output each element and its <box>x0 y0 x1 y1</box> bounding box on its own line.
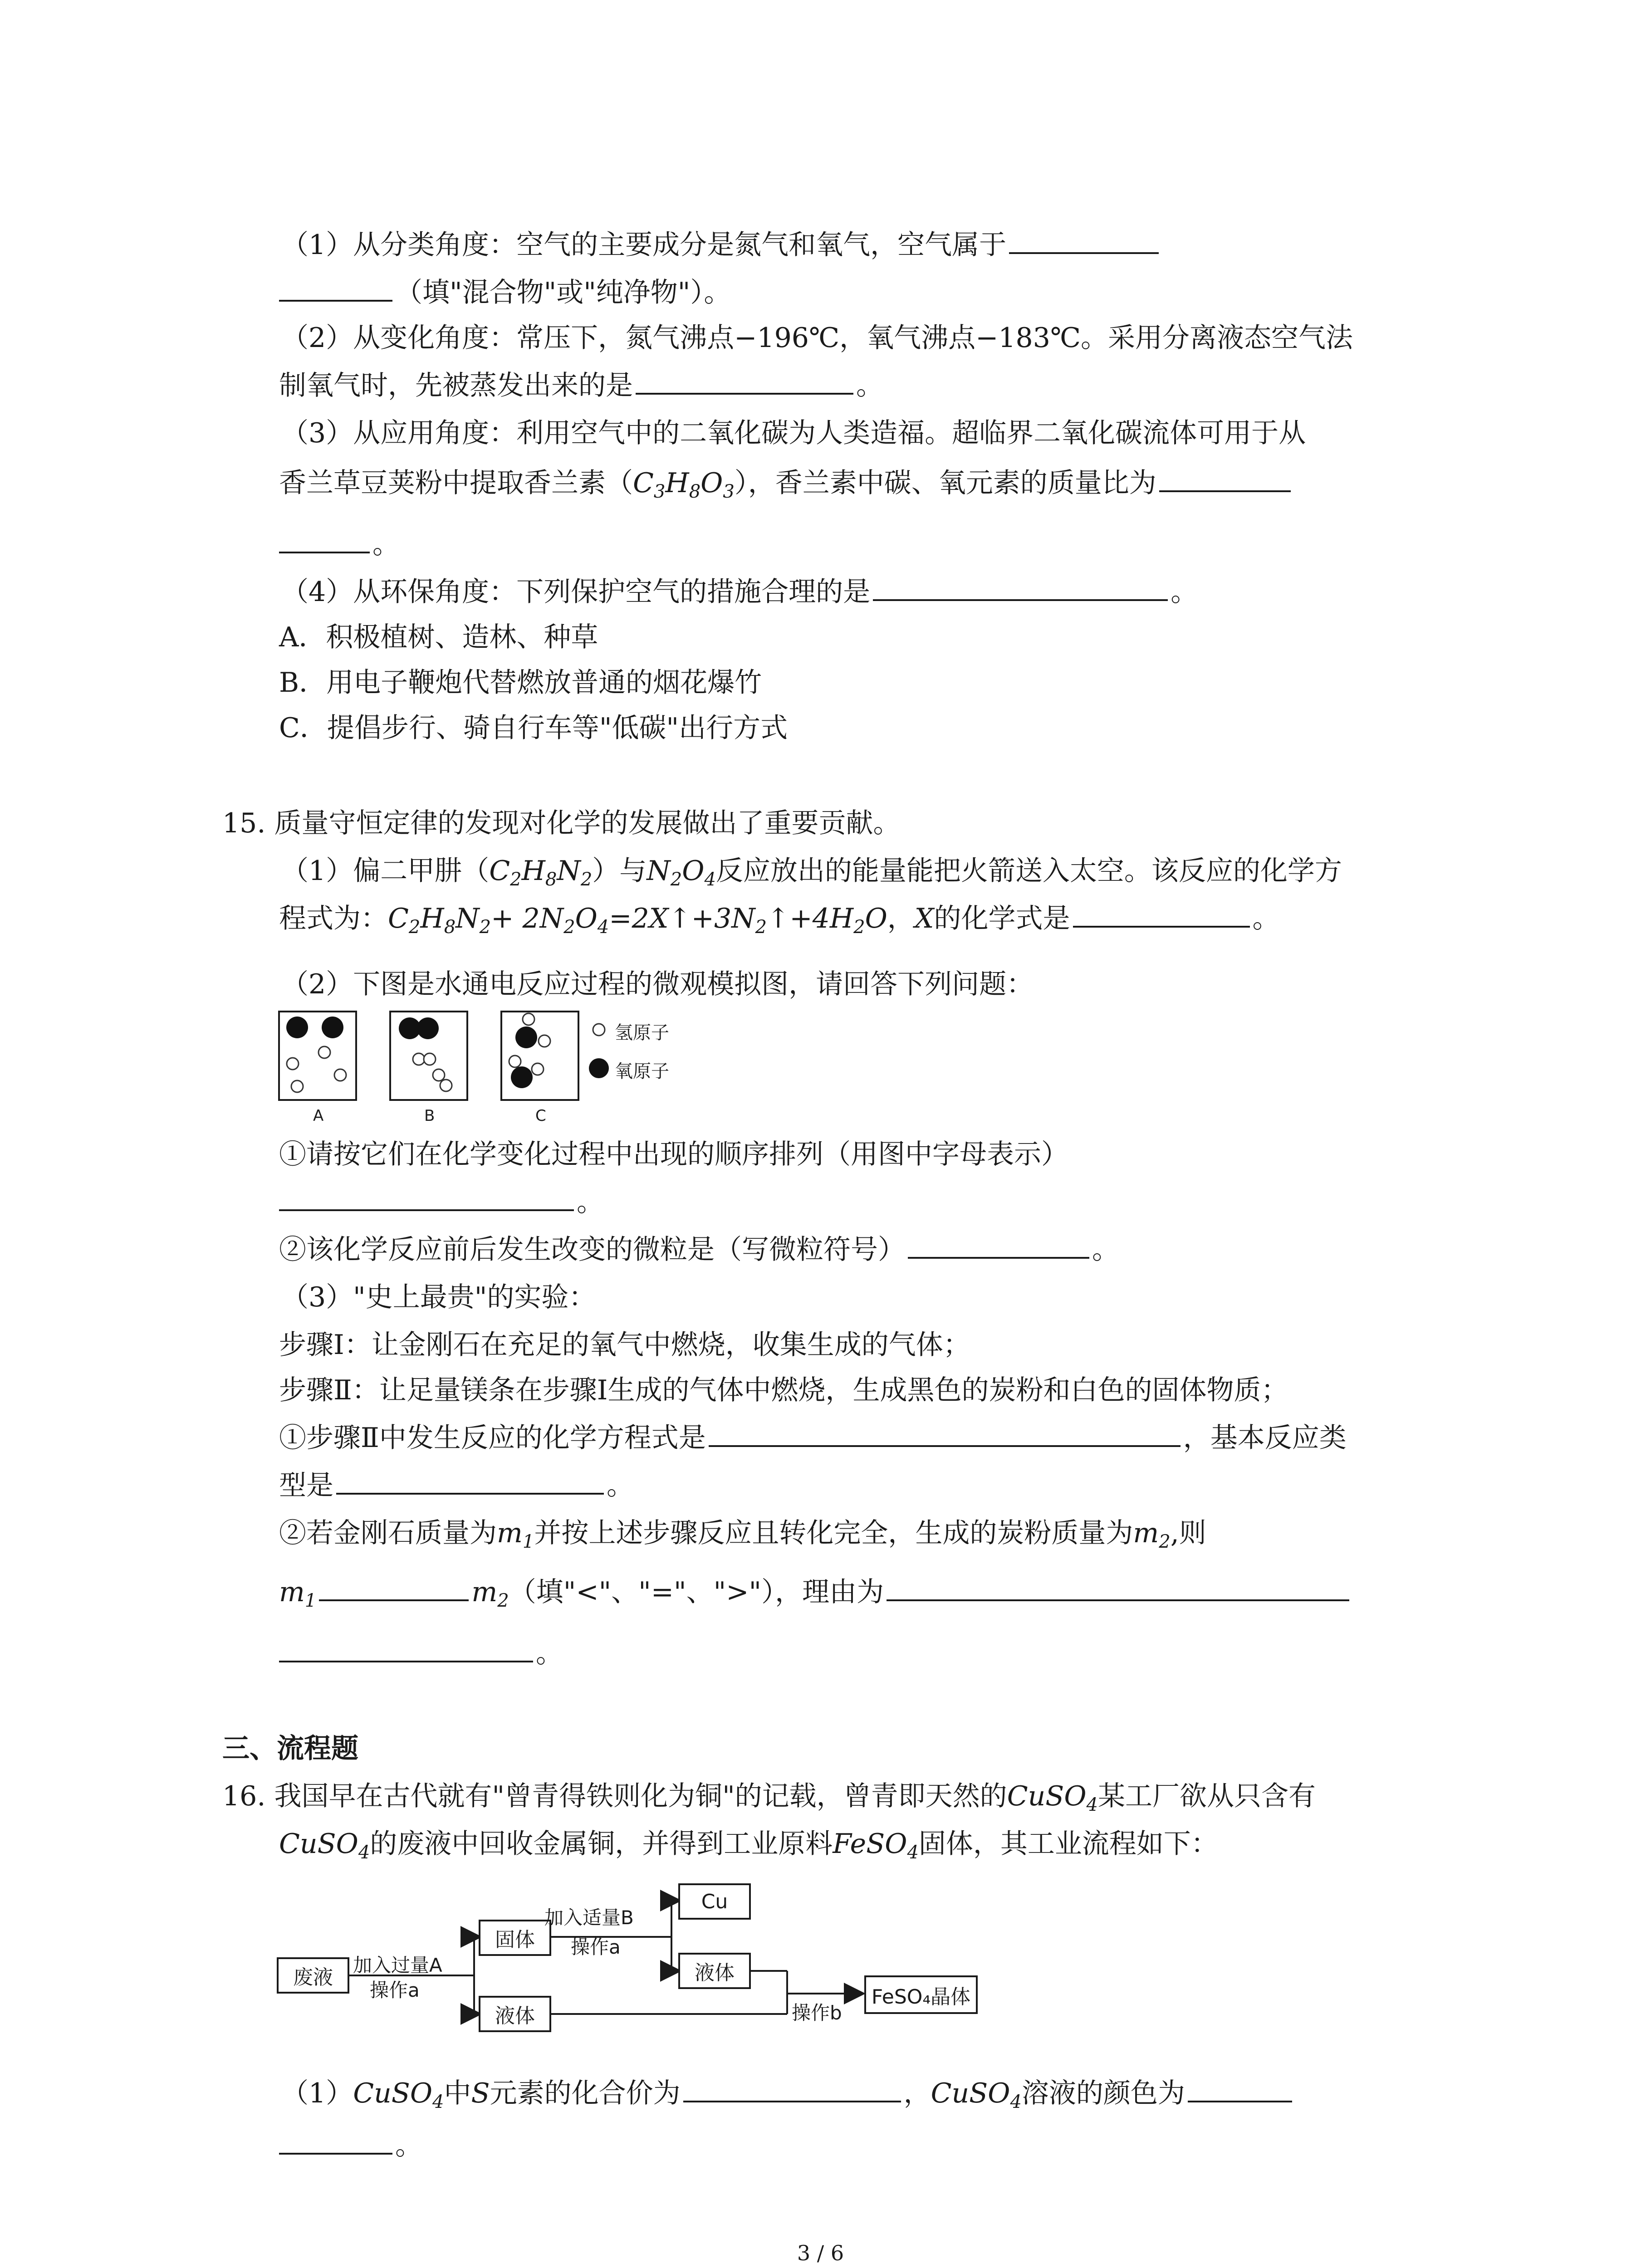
q16-part1-text: （1） <box>281 2077 353 2109</box>
q15-sub3-post: ，基本反应类 <box>1183 1422 1347 1454</box>
legend-hydrogen-label: 氢原子 <box>615 1022 669 1043</box>
q16-part1-mid: 中 <box>444 2077 471 2109</box>
q15-sub1-line2: 。 <box>279 1184 604 1220</box>
q15-sub1-line1: ①请按它们在化学变化过程中出现的顺序排列（用图中字母表示） <box>279 1139 1068 1170</box>
q15-stem: 15. 质量守恒定律的发现对化学的发展做出了重要贡献。 <box>222 807 901 839</box>
q14-part1-line1 <box>281 227 1161 263</box>
answer-blank[interactable] <box>709 1420 1181 1447</box>
vanillin-formula: $C_3H_8O_3$ <box>633 467 735 502</box>
q14-part1-line2 <box>279 274 731 311</box>
q14-part2-text: （2）从变化角度：常压下，氮气沸点−196℃，氧气沸点−183℃。采用分离液态空气法 <box>281 322 1353 354</box>
legend-oxygen-label: 氧原子 <box>615 1061 669 1082</box>
q16-stem-text: 16. 我国早在古代就有"曾青得铁则化为铜"的记载，曾青即天然的 <box>222 1780 1007 1812</box>
hydrogen-atom <box>440 1080 452 1091</box>
flow-op-a2-label: 操作a <box>571 1936 621 1958</box>
hydrogen-atom <box>318 1046 330 1058</box>
q15-sub3-line2: 型是 。 <box>279 1467 634 1504</box>
udmh-formula: $C_2H_8N_2$ <box>489 855 593 890</box>
q14-part3-line3: 。 <box>279 526 400 562</box>
hydrogen-atom <box>334 1069 346 1081</box>
q16-stem-line2 <box>279 1826 1218 1871</box>
q15-sub3-text2: 型是 <box>279 1470 333 1501</box>
q14-part3-text: （3）从应用角度：利用空气中的二氧化碳为人类造福。超临界二氧化碳流体可用于从 <box>281 417 1306 449</box>
answer-blank[interactable] <box>279 526 370 553</box>
q16-part1-mid2: 元素的化合价为 <box>490 2077 681 2109</box>
q14-part1-text: （1）从分类角度：空气的主要成分是氮气和氧气，空气属于 <box>281 229 1007 261</box>
answer-blank[interactable] <box>279 1184 574 1211</box>
q15-part1-post: 反应放出的能量能把火箭送入太空。该反应的化学方 <box>715 855 1342 887</box>
q14-option-a: A．积极植树、造林、种草 <box>279 621 598 653</box>
answer-blank[interactable] <box>336 1467 604 1495</box>
q14-option-b: B．用电子鞭炮代替燃放普通的烟花爆竹 <box>279 667 762 699</box>
hydrogen-atom <box>539 1035 550 1047</box>
cuso4-formula: CuSO$_4$ <box>279 1828 370 1863</box>
answer-blank[interactable] <box>1009 227 1159 254</box>
q14-part2-text2: 制氧气时，先被蒸发出来的是 <box>279 370 633 401</box>
oxygen-atom <box>515 1026 537 1048</box>
box-a-label: A <box>313 1107 324 1125</box>
flow-cu-box: Cu <box>678 1883 751 1920</box>
q16-stem-end: 固体，其工业流程如下： <box>918 1828 1218 1860</box>
flow-liquid1-box: 液体 <box>678 1953 751 1989</box>
flow-add-b-label: 加入适量B <box>544 1906 634 1929</box>
flow-op-b-label: 操作b <box>792 2002 842 2024</box>
answer-blank[interactable] <box>873 574 1168 601</box>
hydrogen-atom <box>532 1063 544 1075</box>
q15-sub3-text: ①步骤Ⅱ中发生反应的化学方程式是 <box>279 1422 706 1454</box>
flow-solid-box: 固体 <box>479 1920 551 1956</box>
q15-step2: 步骤Ⅱ：让足量镁条在步骤Ⅰ生成的气体中燃烧，生成黑色的炭粉和白色的固体物质； <box>279 1374 1288 1406</box>
answer-blank[interactable] <box>908 1232 1089 1259</box>
answer-blank[interactable] <box>1159 465 1291 492</box>
answer-blank[interactable] <box>279 1635 533 1662</box>
q14-part2-line2: 制氧气时，先被蒸发出来的是 。 <box>279 367 883 404</box>
legend-hydrogen-icon <box>593 1024 605 1036</box>
oxygen-atom <box>417 1017 439 1039</box>
cuso4-formula: CuSO$_4$ <box>353 2077 444 2112</box>
q16-part1-post: 溶液的颜色为 <box>1021 2077 1185 2109</box>
q14-part3-line2 <box>279 465 1293 510</box>
flow-add-a-label: 加入过量A <box>353 1954 442 1976</box>
q16-stem-post: 某工厂欲从只含有 <box>1097 1780 1316 1812</box>
q14-part2-line1 <box>281 320 1353 356</box>
q15-part1-text: （1）偏二甲肼（ <box>281 855 490 887</box>
feso4-formula: FeSO$_4$ <box>833 1828 919 1863</box>
q15-sub2-text: ②该化学反应前后发生改变的微粒是（写微粒符号） <box>279 1234 905 1266</box>
cuso4-formula: CuSO$_4$ <box>1007 1780 1098 1815</box>
reaction-equation: $C_2H_8N_2+$ $2N_2O_4=2X↑+3N_2↑+4H_2O$ <box>388 903 887 938</box>
q15-sub4-text: ②若金刚石质量为 <box>279 1517 497 1549</box>
q16-part1-line2: 。 <box>279 2127 422 2164</box>
q16-stem-line1 <box>222 1778 1316 1823</box>
flow-crystal-box: FeSO₄晶体 <box>864 1975 978 2014</box>
q15-part1-text2: 程式为： <box>279 903 388 934</box>
q15-sub4-post: ,则 <box>1170 1517 1206 1549</box>
q15-sub4-text2: （填"<"、"="、">"），理由为 <box>509 1576 884 1608</box>
hydrogen-atom <box>413 1053 425 1065</box>
flow-op-a1-label: 操作a <box>370 1979 420 2001</box>
oxygen-atom <box>286 1017 308 1038</box>
q14-part4-text: （4）从环保角度：下列保护空气的措施合理的是 <box>281 576 871 608</box>
q15-part1-line1 <box>281 853 1342 898</box>
box-c-label: C <box>535 1107 546 1125</box>
answer-blank[interactable] <box>683 2075 901 2102</box>
cuso4-formula: CuSO$_4$ <box>931 2077 1022 2112</box>
hydrogen-atom <box>433 1069 445 1081</box>
q15-part1-text3: 的化学式是 <box>934 903 1070 934</box>
q15-part3-line: （3）"史上最贵"的实验： <box>281 1281 596 1313</box>
q15-sub4-line3: 。 <box>279 1635 563 1672</box>
answer-blank[interactable] <box>887 1574 1349 1601</box>
q15-part1-mid: ）与 <box>592 855 647 887</box>
q14-part4-line: （4）从环保角度：下列保护空气的措施合理的是 。 <box>281 574 1198 610</box>
q16-stem-text2: 的废液中回收金属铜，并得到工业原料 <box>370 1828 833 1860</box>
q15-sub4-mid: 并按上述步骤反应且转化完全，生成的炭粉质量为 <box>534 1517 1133 1549</box>
hydrogen-atom <box>287 1058 299 1070</box>
q15-sub3-line1 <box>279 1420 1347 1456</box>
q15-step1: 步骤Ⅰ：让金刚石在充足的氧气中燃烧，收集生成的气体； <box>279 1329 970 1361</box>
n2o4-formula: $N_2O_4$ <box>647 855 716 890</box>
q14-part1-hint: （填"混合物"或"纯净物"）。 <box>395 277 731 308</box>
hydrogen-atom <box>291 1080 303 1092</box>
q15-sub2-line: ②该化学反应前后发生改变的微粒是（写微粒符号） 。 <box>279 1232 1119 1268</box>
answer-blank[interactable] <box>1073 900 1250 928</box>
oxygen-atom <box>322 1017 343 1038</box>
legend-oxygen-icon <box>589 1058 609 1078</box>
answer-blank[interactable] <box>319 1574 469 1601</box>
page-number: 3 / 6 <box>797 2241 844 2265</box>
q14-part3-text3: ），香兰素中碳、氧元素的质量比为 <box>734 467 1156 499</box>
q15-part2-line: （2）下图是水通电反应过程的微观模拟图，请回答下列问题： <box>281 968 1034 1000</box>
q14-part3-line1 <box>281 415 1306 451</box>
q15-part1-line2: 程式为：$C_2H_8N_2+$ $2N_2O_4=2X↑+3N_2↑+4H_2O$，X的化学式是 。 <box>279 900 1280 945</box>
box-b-label: B <box>424 1107 435 1125</box>
answer-blank[interactable] <box>279 2127 392 2155</box>
q15-sub4-line2: $m_1$ $m_2$（填"<"、"="、">"），理由为 <box>279 1574 1352 1619</box>
q14-option-c: C．提倡步行、骑自行车等"低碳"出行方式 <box>279 712 788 744</box>
answer-blank[interactable] <box>279 274 392 302</box>
hydrogen-atom <box>424 1053 436 1065</box>
section-title: 三、流程题 <box>222 1733 358 1765</box>
hydrogen-atom <box>509 1056 521 1067</box>
answer-blank[interactable] <box>1188 2075 1292 2102</box>
q16-part1-line1: （1）CuSO$_4$中S元素的化合价为 ，CuSO$_4$溶液的颜色为 <box>281 2075 1295 2120</box>
hydrogen-atom <box>523 1013 534 1025</box>
q15-sub4-line1: ②若金刚石质量为$m_1$并按上述步骤反应且转化完全，生成的炭粉质量为$m_2$,则 <box>279 1517 1206 1552</box>
q14-part3-text2: 香兰草豆荚粉中提取香兰素（ <box>279 467 633 499</box>
answer-blank[interactable] <box>636 367 853 395</box>
flow-waste-box: 废液 <box>277 1957 349 1994</box>
oxygen-atom <box>511 1066 533 1088</box>
flow-liquid2-box: 液体 <box>479 1996 551 2032</box>
